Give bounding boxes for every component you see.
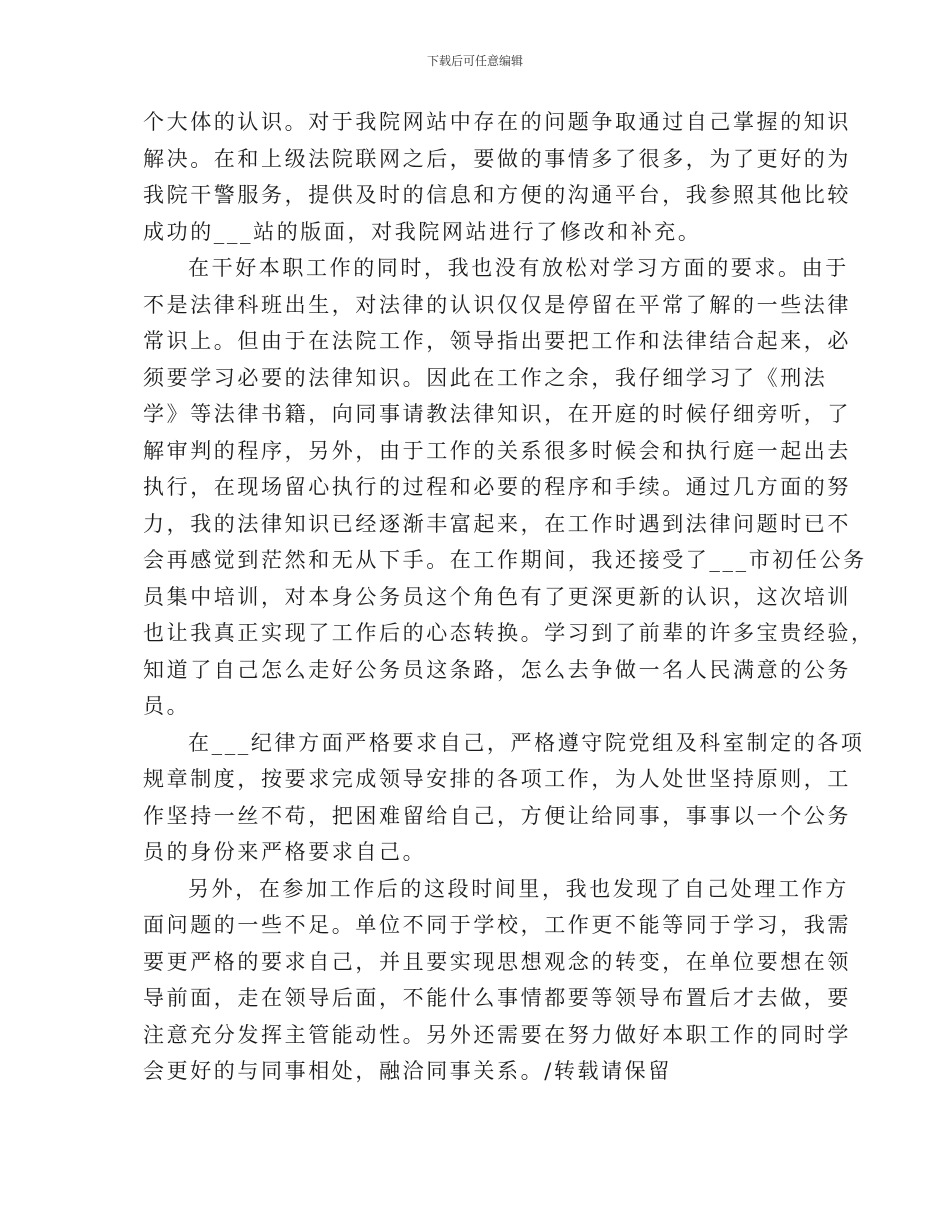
text-line: 员集中培训，对本身公务员这个角色有了更深更新的认识，这次培训 — [143, 584, 851, 609]
text-line: 在干好本职工作的同时，我也没有放松对学习方面的要求。由于 — [188, 256, 849, 280]
text-line: 在___纪律方面严格要求自己，严格遵守院党组及科室制定的各项 — [188, 730, 865, 755]
text-line: 注意充分发挥主管能动性。另外还需要在努力做好本职工作的同时学 — [143, 1022, 851, 1047]
text-line: 员。 — [143, 694, 191, 718]
text-line: 学》等法律书籍，向同事请教法律知识，在开庭的时候仔细旁听，了 — [143, 402, 851, 426]
text-line: 面问题的一些不足。单位不同于学校，工作更不能等同于学习，我需 — [143, 913, 851, 937]
paragraph-discipline — [143, 725, 865, 871]
text-line: 不是法律科班出生，对法律的认识仅仅是停留在平常了解的一些法律 — [143, 292, 851, 317]
text-line: 解决。在和上级法院联网之后，要做的事情多了很多，为了更好的为 — [143, 146, 851, 171]
text-line: 个大体的认识。对于我院网站中存在的问题争取通过自己掌握的知识 — [143, 110, 851, 134]
text-line: 规章制度，按要求完成领导安排的各项工作，为人处世坚持原则，工 — [143, 767, 851, 791]
paragraph-website — [143, 104, 851, 250]
text-line: 要更严格的要求自己，并且要实现思想观念的转变，在单位要想在领 — [143, 949, 851, 974]
paragraph-shortcomings — [143, 871, 851, 1090]
page-header: 下载后可任意编辑 — [426, 54, 523, 68]
document-body — [143, 104, 875, 1090]
text-line: 作坚持一丝不苟，把困难留给自己，方便让给同事，事事以一个公务 — [143, 803, 851, 828]
text-line: 成功的___站的版面，对我院网站进行了修改和补充。 — [143, 219, 702, 244]
text-line: 力，我的法律知识已经逐渐丰富起来，在工作时遇到法律问题时已不 — [143, 511, 851, 536]
text-line: 常识上。但由于在法院工作，领导指出要把工作和法律结合起来，必 — [143, 329, 851, 353]
text-line: 会更好的与同事相处，融洽同事关系。/转载请保留 — [143, 1059, 672, 1083]
text-line: 也让我真正实现了工作后的心态转换。学习到了前辈的许多宝贵经验， — [143, 621, 875, 645]
text-line: 另外，在参加工作后的这段时间里，我也发现了自己处理工作方 — [188, 876, 849, 901]
text-line: 员的身份来严格要求自己。 — [143, 840, 427, 864]
text-line: 须要学习必要的法律知识。因此在工作之余，我仔细学习了《刑法 — [143, 365, 828, 390]
text-line: 会再感觉到茫然和无从下手。在工作期间，我还接受了___市初任公务 — [143, 548, 867, 572]
text-line: 执行，在现场留心执行的过程和必要的程序和手续。通过几方面的努 — [143, 475, 851, 499]
text-line: 我院干警服务，提供及时的信息和方便的沟通平台，我参照其他比较 — [143, 183, 851, 207]
text-line: 解审判的程序，另外，由于工作的关系很多时候会和执行庭一起出去 — [143, 438, 851, 463]
text-line: 导前面，走在领导后面，不能什么事情都要等领导布置后才去做，要 — [143, 986, 851, 1010]
paragraph-study — [143, 250, 875, 725]
text-line: 知道了自己怎么走好公务员这条路，怎么去争做一名人民满意的公务 — [143, 657, 851, 682]
